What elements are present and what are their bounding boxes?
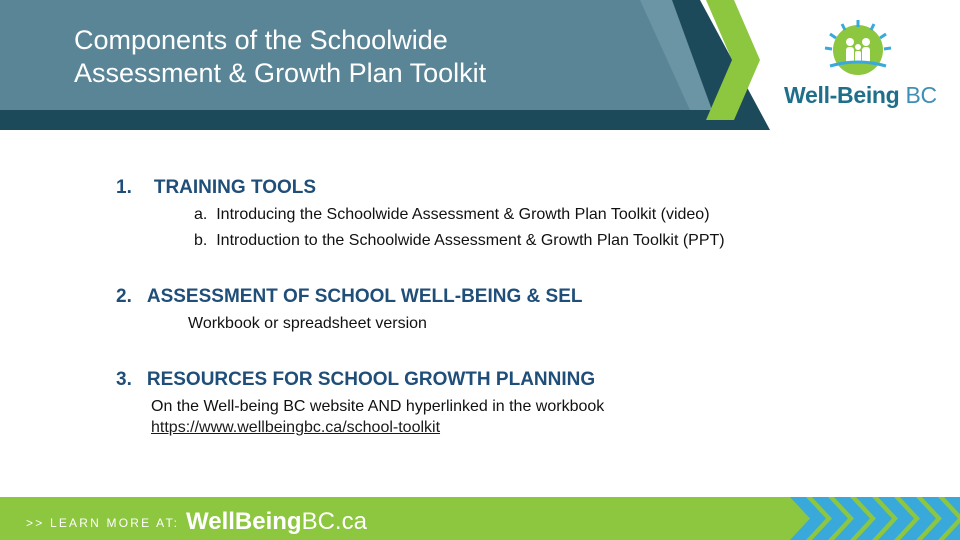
section-1-item-b[interactable]: b. Introduction to the Schoolwide Assessment & Growth Plan Toolkit (PPT) [194, 232, 725, 249]
well-being-bc-logo [780, 18, 940, 114]
title-line-2: Assessment & Growth Plan Toolkit [74, 58, 487, 88]
logo-wordmark [784, 82, 937, 109]
footer-website-link[interactable] [186, 508, 367, 536]
title-line-1: Components of the Schoolwide [74, 25, 448, 55]
toolkit-link[interactable]: https://www.wellbeingbc.ca/school-toolkit [151, 419, 441, 436]
sun-people-icon [780, 18, 940, 82]
logo-text-well-being: Well-Being [784, 82, 900, 108]
footer-site-rest: BC.ca [301, 508, 367, 535]
section-3-title: RESOURCES FOR SCHOOL GROWTH PLANNING [146, 369, 596, 390]
slide-title [74, 24, 486, 90]
section-1-number: 1. [116, 177, 132, 198]
section-2-note: Workbook or spreadsheet version [188, 315, 427, 332]
section-1-heading [116, 177, 316, 199]
section-1-item-a[interactable]: a. Introducing the Schoolwide Assessment & Growth Plan Toolkit (video) [194, 206, 710, 223]
logo-text-bc: BC [905, 82, 937, 108]
section-2-heading [116, 286, 582, 308]
section-1-title: TRAINING TOOLS [153, 177, 317, 198]
section-3-number: 3. [116, 369, 132, 390]
section-3-note: On the Well-being BC website AND hyperlinked in the workbook [151, 398, 605, 415]
section-2-title: ASSESSMENT OF SCHOOL WELL-BEING & SEL [146, 286, 583, 307]
footer-learn-more: >> LEARN MORE AT: [26, 516, 180, 530]
section-3-heading [116, 369, 595, 391]
footer-site-bold: WellBeing [186, 508, 302, 535]
section-2-number: 2. [116, 286, 132, 307]
